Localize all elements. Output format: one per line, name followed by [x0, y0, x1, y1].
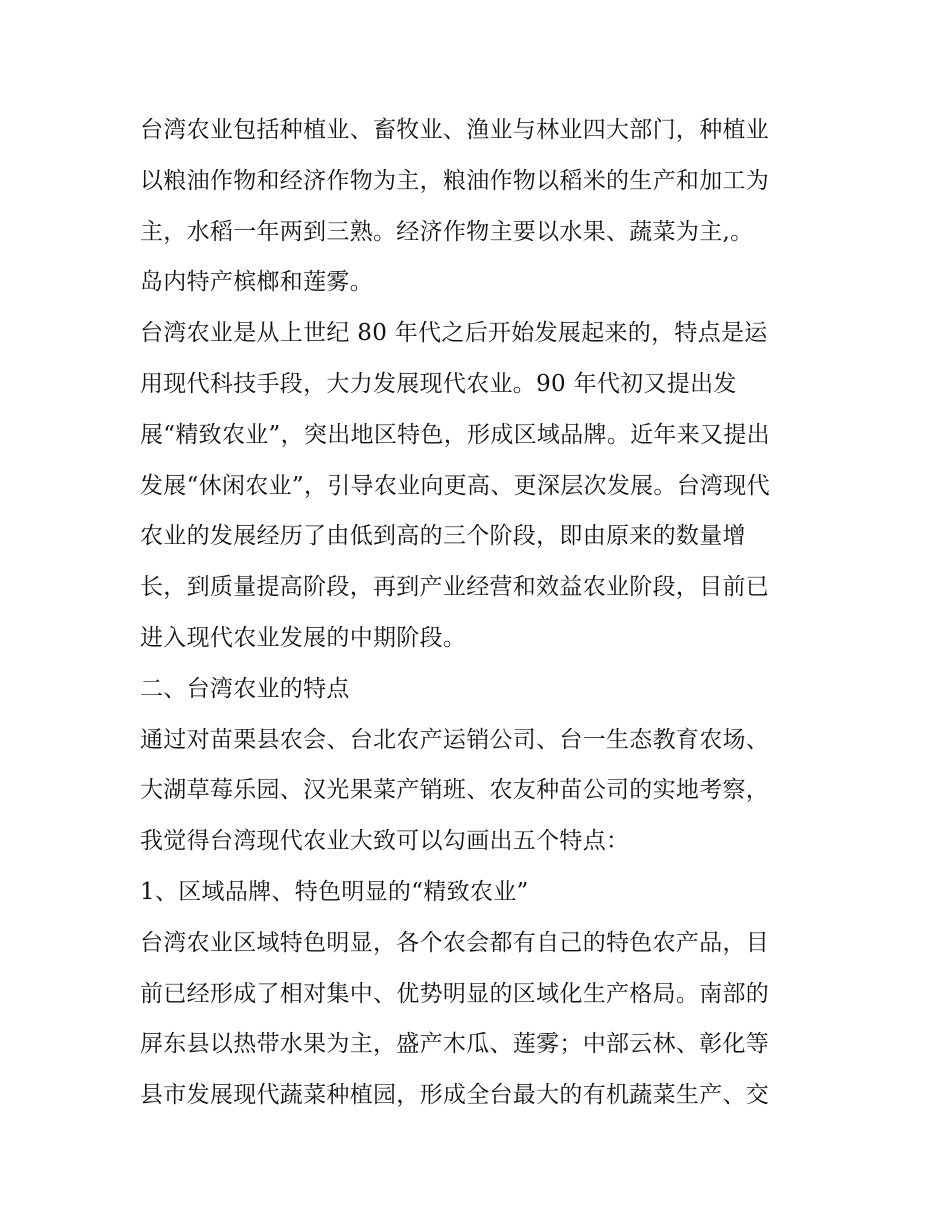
text-line: 农业的发展经历了由低到高的三个阶段，即由原来的数量增 — [140, 523, 746, 550]
text-line: 岛内特产槟榔和莲雾。 — [140, 269, 373, 296]
text-line: 进入现代农业发展的中期阶段。 — [140, 624, 467, 651]
text-line: 用现代科技手段，大力发展现代农业。90 年代初又提出发 — [140, 370, 737, 397]
document-body — [140, 105, 820, 1121]
text-line: 长，到质量提高阶段，再到产业经营和效益农业阶段，目前已 — [140, 574, 770, 601]
text-line: 台湾农业区域特色明显，各个农会都有自己的特色农产品，目 — [140, 929, 770, 956]
text-line: 前已经形成了相对集中、优势明显的区域化生产格局。南部的 — [140, 980, 770, 1007]
text-line: 我觉得台湾现代农业大致可以勾画出五个特点： — [140, 828, 630, 855]
text-line: 通过对苗栗县农会、台北农产运销公司、台一生态教育农场、 — [140, 726, 770, 753]
text-line: 县市发展现代蔬菜种植园，形成全台最大的有机蔬菜生产、交 — [140, 1082, 770, 1109]
text-line: 大湖草莓乐园、汉光果菜产销班、农友种苗公司的实地考察， — [140, 777, 770, 804]
text-line: 台湾农业是从上世纪 80 年代之后开始发展起来的，特点是运 — [140, 320, 768, 347]
text-line: 台湾农业包括种植业、畜牧业、渔业与林业四大部门，种植业 — [140, 117, 770, 143]
text-line: 以粮油作物和经济作物为主，粮油作物以稻米的生产和加工为 — [140, 167, 770, 194]
section-heading: 二、台湾农业的特点 — [140, 675, 350, 702]
text-line: 展“精致农业”，突出地区特色，形成区域品牌。近年来又提出 — [140, 421, 770, 448]
text-line: 屏东县以热带水果为主，盛产木瓜、莲雾；中部云林、彰化等 — [140, 1031, 770, 1058]
subsection-heading: 1、区域品牌、特色明显的“精致农业” — [140, 878, 529, 905]
text-line: 发展“休闲农业”，引导农业向更高、更深层次发展。台湾现代 — [140, 472, 770, 499]
text-line: 主，水稻一年两到三熟。经济作物主要以水果、蔬菜为主,。 — [140, 218, 754, 245]
